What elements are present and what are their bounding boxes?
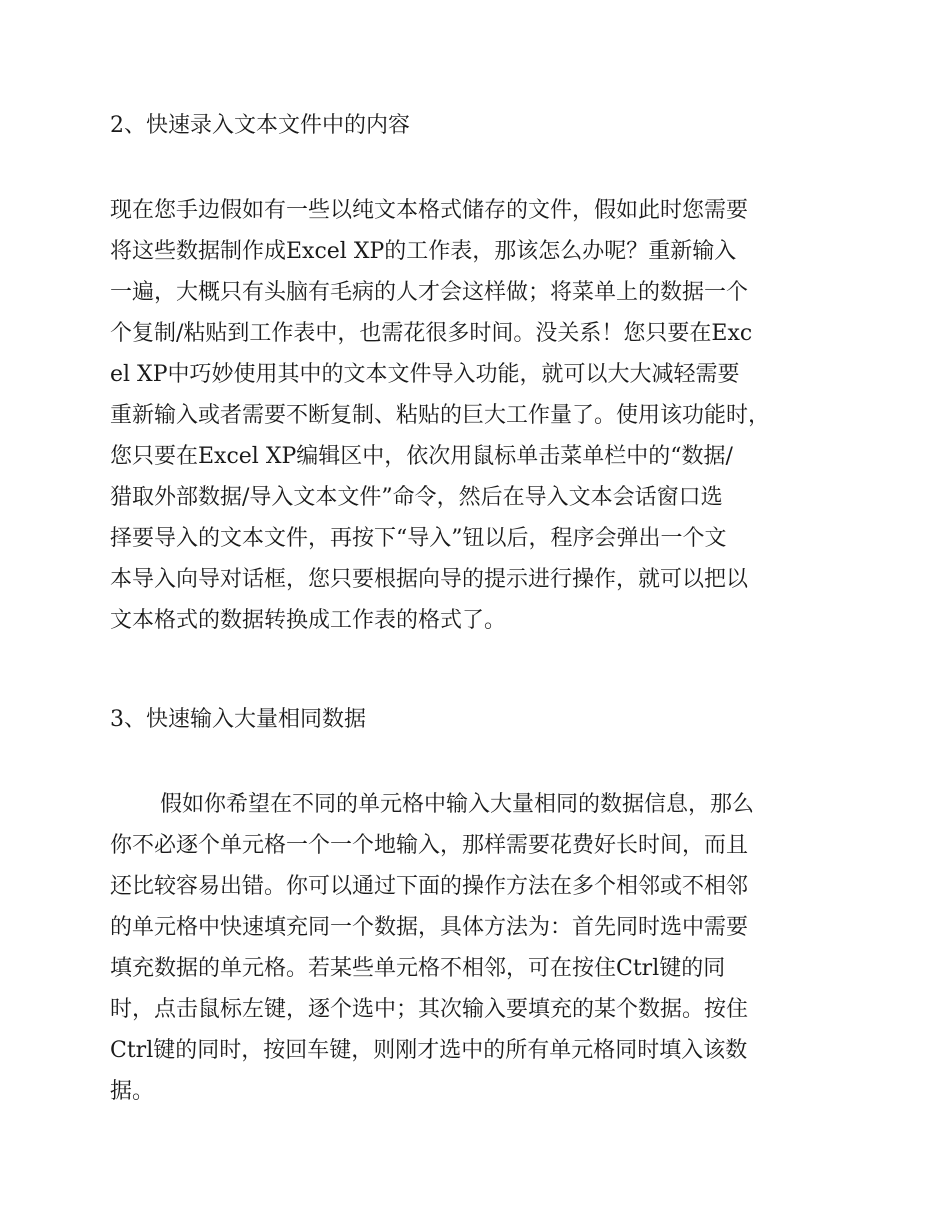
paragraph-line: 时，点击鼠标左键，逐个选中；其次输入要填充的某个数据。按住 [110, 997, 749, 1022]
paragraph-line: 现在您手边假如有一些以纯文本格式储存的文件，假如此时您需要 [110, 198, 749, 223]
paragraph-line: 假如你希望在不同的单元格中输入大量相同的数据信息，那么 [160, 792, 755, 817]
paragraph-line: el XP中巧妙使用其中的文本文件导入功能，就可以大大减轻需要 [110, 362, 740, 387]
paragraph-line: 文本格式的数据转换成工作表的格式了。 [110, 608, 507, 633]
paragraph-line: 你不必逐个单元格一个一个地输入，那样需要花费好长时间，而且 [110, 833, 749, 858]
paragraph-line: 重新输入或者需要不断复制、粘贴的巨大工作量了。使用该功能时， [110, 403, 771, 428]
section-3-paragraph [110, 784, 850, 1112]
paragraph-line: 择要导入的文本文件，再按下“导入”钮以后，程序会弹出一个文 [110, 526, 727, 551]
section-2-paragraph [110, 190, 850, 641]
section-3-heading: 3、快速输入大量相同数据 [110, 707, 366, 732]
paragraph-line: 将这些数据制作成Excel XP的工作表，那该怎么办呢？重新输入 [110, 239, 737, 264]
paragraph-line: 的单元格中快速填充同一个数据，具体方法为：首先同时选中需要 [110, 915, 749, 940]
paragraph-line: Ctrl键的同时，按回车键，则刚才选中的所有单元格同时填入该数 [110, 1038, 748, 1063]
paragraph-line: 还比较容易出错。你可以通过下面的操作方法在多个相邻或不相邻 [110, 874, 749, 899]
section-2-heading: 2、快速录入文本文件中的内容 [110, 113, 410, 138]
paragraph-line: 您只要在Excel XP编辑区中，依次用鼠标单击菜单栏中的“数据/ [110, 444, 733, 469]
paragraph-line: 个复制/粘贴到工作表中，也需花很多时间。没关系！您只要在Exc [110, 321, 753, 346]
paragraph-line: 本导入向导对话框，您只要根据向导的提示进行操作，就可以把以 [110, 567, 749, 592]
paragraph-line: 一遍，大概只有头脑有毛病的人才会这样做；将菜单上的数据一个 [110, 280, 749, 305]
paragraph-line: 据。 [110, 1079, 155, 1104]
paragraph-line: 猎取外部数据/导入文本文件”命令，然后在导入文本会话窗口选 [110, 485, 723, 510]
paragraph-line: 填充数据的单元格。若某些单元格不相邻，可在按住Ctrl键的同 [110, 956, 726, 981]
